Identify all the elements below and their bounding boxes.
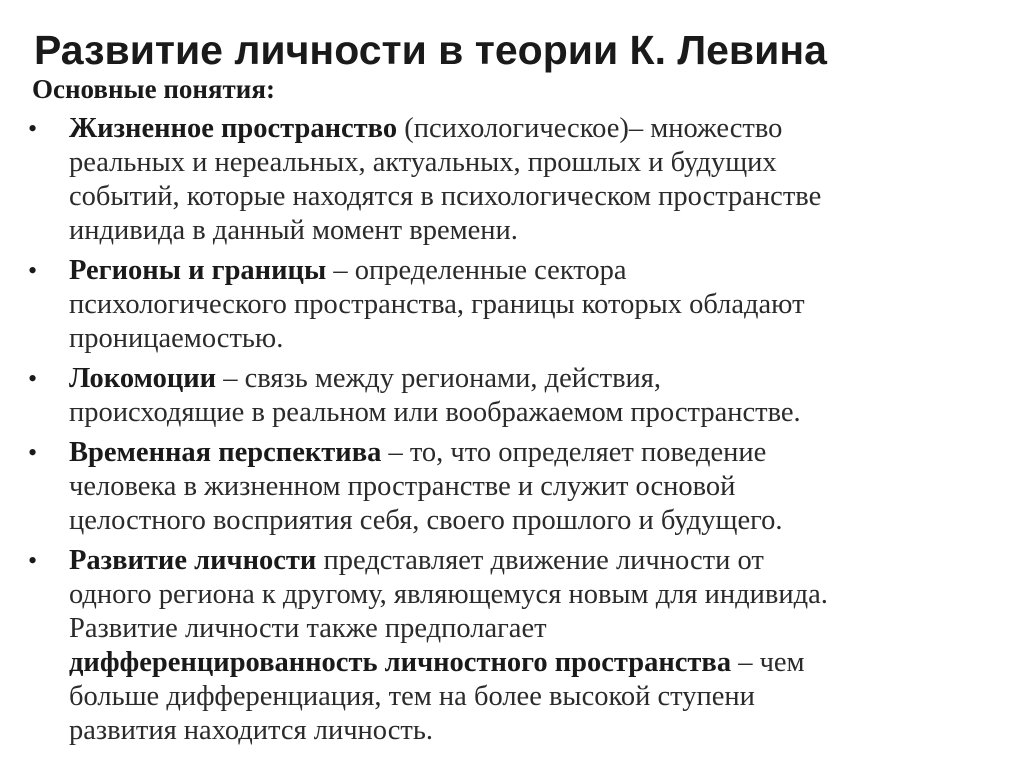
bullet-line: Развитие личности также предполагает — [69, 613, 547, 644]
bullet-icon: • — [28, 546, 38, 575]
slide-title: Развитие личности в теории К. Левина — [34, 27, 827, 73]
bullet-icon: • — [28, 438, 38, 467]
bullet-line: целостного восприятия себя, своего прошлого и будущего. — [69, 505, 783, 536]
bullet-line: событий, которые находятся в психологическом пространстве — [69, 181, 822, 212]
bullet-term: Временная перспектива — [69, 437, 382, 468]
bullet-line: больше дифференциация, тем на более высокой ступени — [69, 681, 755, 712]
bullet-text: – то, что определяет поведение — [381, 437, 767, 468]
bullet-text: представляет движение личности от — [316, 545, 764, 576]
bullet-line — [69, 362, 1004, 396]
bullet-term: Локомоции — [69, 363, 217, 394]
bullet-line: реальных и нереальных, актуальных, прошлых и будущих — [69, 147, 777, 178]
bullet-line — [69, 544, 1004, 578]
bullet-list — [24, 112, 1004, 754]
bullet-text: – чем — [731, 647, 805, 678]
bullet-line: индивида в данный момент времени. — [69, 215, 518, 246]
bullet-item-time-perspective — [24, 436, 1004, 538]
bullet-icon: • — [28, 256, 38, 285]
bullet-item-life-space — [24, 112, 1004, 248]
bullet-item-locomotion — [24, 362, 1004, 430]
bullet-line: человека в жизненном пространстве и служит основой — [69, 471, 736, 502]
bullet-icon: • — [28, 114, 38, 143]
bullet-line: психологического пространства, границы которых обладают — [69, 289, 805, 320]
bullet-item-regions — [24, 254, 1004, 356]
bullet-line — [69, 112, 1004, 146]
bullet-line: происходящие в реальном или воображаемом пространстве. — [69, 397, 801, 428]
bullet-icon: • — [28, 364, 38, 393]
bullet-term: дифференцированность личностного пространства — [69, 647, 732, 678]
bullet-text: (психологическое)– множество — [397, 113, 783, 144]
bullet-line — [69, 254, 1004, 288]
bullet-text: – определенные сектора — [326, 255, 627, 286]
slide-subtitle: Основные понятия: — [32, 74, 275, 104]
bullet-term: Развитие личности — [69, 545, 317, 576]
bullet-term: Жизненное пространство — [69, 113, 398, 144]
bullet-line — [69, 436, 1004, 470]
bullet-text: – связь между регионами, действия, — [216, 363, 662, 394]
bullet-line: проницаемостью. — [69, 323, 284, 354]
bullet-item-personality-development — [24, 544, 1004, 748]
bullet-line: развития находится личность. — [69, 715, 433, 746]
bullet-term: Регионы и границы — [69, 255, 327, 286]
bullet-line: одного региона к другому, являющемуся новым для индивида. — [69, 579, 828, 610]
bullet-line — [69, 646, 1004, 680]
